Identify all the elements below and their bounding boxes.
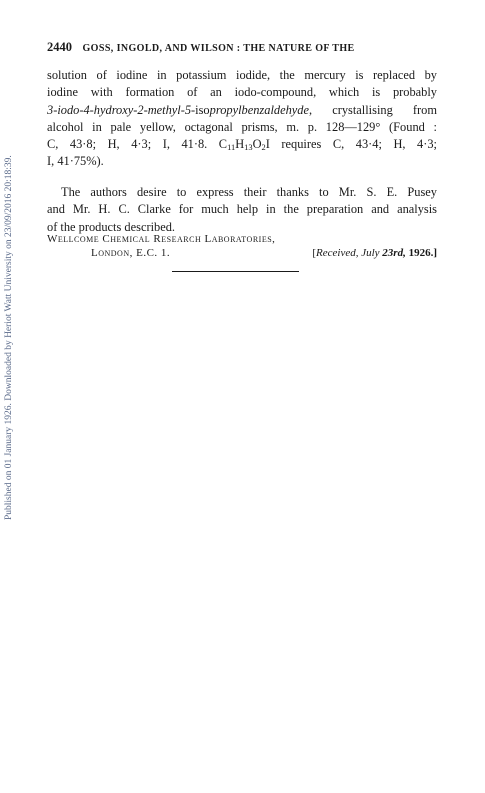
text-line-formula — [47, 136, 437, 153]
text-line — [47, 102, 437, 119]
received-day: 23rd, — [379, 247, 406, 259]
running-head: GOSS, INGOLD, AND WILSON : THE NATURE OF THE — [82, 43, 355, 54]
laboratory-name: Wellcome Chemical Research Laboratories, — [47, 233, 276, 245]
formula-part: O — [252, 137, 262, 152]
text-line: I, 41·75%). — [47, 154, 104, 169]
compound-name: 3-iodo-4-hydroxy-2-methyl-5- — [47, 102, 196, 117]
paragraph-acknowledgement — [47, 184, 437, 236]
subscript: 13 — [244, 142, 253, 153]
received-year: 1926.] — [405, 247, 437, 259]
affiliation-line — [47, 246, 437, 260]
page-number: 2440 — [47, 40, 72, 54]
bracket: [ — [312, 247, 317, 259]
received-date — [312, 246, 437, 260]
download-watermark: Published on 01 January 1926. Downloaded by Heriot Watt University on 23/09/2016 20:18:39. — [4, 155, 14, 520]
compound-prefix: iso — [195, 102, 210, 117]
paragraph-experimental — [47, 67, 437, 171]
compound-name-end: propylbenzaldehyde — [209, 102, 309, 117]
page-header — [47, 40, 437, 55]
text-line: alcohol in pale yellow, octagonal prisms, m. p. 128—129° (Found : — [47, 119, 437, 134]
formula-part: H — [235, 137, 245, 152]
subscript: 2 — [261, 142, 266, 153]
received-label: Received, July — [316, 247, 380, 259]
analysis-required: I requires C, 43·4; H, 4·3; — [265, 137, 438, 152]
laboratory-location: London, E.C. 1. — [91, 247, 171, 259]
text-line: The authors desire to express their thanks to Mr. S. E. Pusey — [61, 185, 437, 199]
text-line: solution of iodine in potassium iodide, the mercury is replaced by — [47, 68, 437, 82]
affiliation-block — [47, 232, 437, 260]
analysis-found: C, 43·8; H, 4·3; I, 41·8. C — [47, 137, 228, 152]
text-line: and Mr. H. C. Clarke for much help in the preparation and analysis — [47, 202, 437, 217]
end-rule — [172, 271, 299, 272]
text-line: iodine with formation of an iodo-compound, which is probably — [47, 85, 437, 100]
text-line: of the products described. — [47, 219, 175, 234]
text-fragment: , crystallising from — [308, 102, 437, 117]
subscript: 11 — [227, 142, 236, 153]
